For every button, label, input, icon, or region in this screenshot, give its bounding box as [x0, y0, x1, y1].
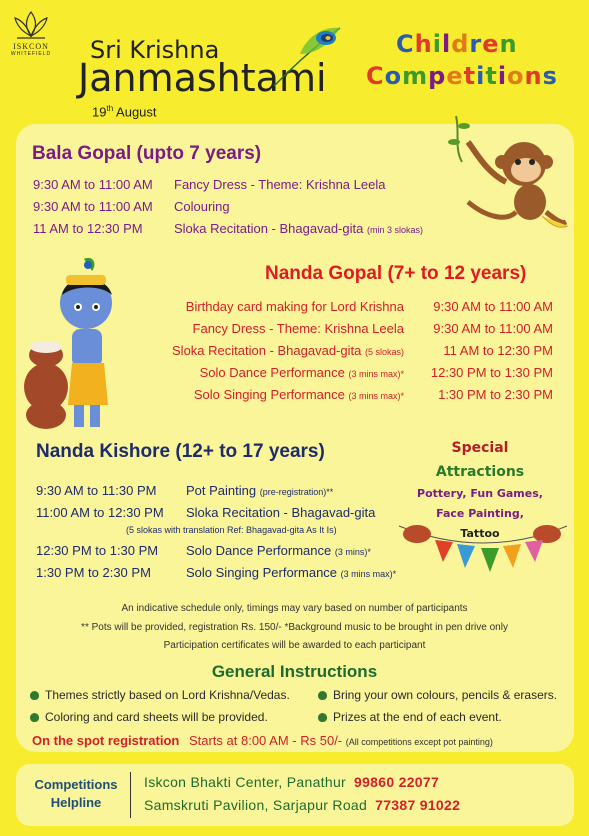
- children-competitions-heading: [366, 30, 586, 90]
- bala-event: Colouring: [174, 199, 230, 214]
- apple-bullet-icon: [318, 691, 327, 700]
- iskcon-logo: [8, 10, 54, 57]
- nanda-kishore-time: 11:00 AM to 12:30 PM: [36, 505, 164, 520]
- special-line3: Pottery, Fun Games,: [417, 487, 543, 500]
- nanda-gopal-time: 1:30 PM to 2:30 PM: [438, 387, 553, 402]
- bala-time: 11 AM to 12:30 PM: [33, 221, 143, 236]
- nanda-kishore-row: [36, 565, 397, 580]
- nanda-kishore-event: [186, 483, 333, 498]
- helpline-place: Samskruti Pavilion, Sarjapur Road: [144, 797, 368, 813]
- nanda-kishore-time: 12:30 PM to 1:30 PM: [36, 543, 159, 558]
- nanda-gopal-event: [186, 299, 404, 314]
- nanda-gopal-time: 9:30 AM to 11:00 AM: [433, 321, 553, 336]
- bala-event-text: Sloka Recitation - Bhagavad-gita: [174, 221, 364, 236]
- nanda-gopal-event-text: Sloka Recitation - Bhagavad-gita: [172, 343, 362, 358]
- nanda-kishore-event-note: (3 mins)*: [334, 547, 371, 557]
- instruction-text: Themes strictly based on Lord Krishna/Vedas.: [45, 688, 290, 702]
- lotus-icon: [11, 10, 51, 40]
- nanda-gopal-event: [200, 365, 404, 380]
- helpline-phone: 99860 22077: [354, 774, 440, 790]
- nanda-kishore-event-text: Pot Painting: [186, 483, 257, 498]
- nanda-gopal-event: [194, 387, 404, 402]
- bala-time: 9:30 AM to 11:00 AM: [33, 177, 153, 192]
- helpline-label-line2: Helpline: [50, 795, 102, 810]
- header: [0, 0, 589, 120]
- apple-bullet-icon: [30, 691, 39, 700]
- instruction-item: [30, 688, 290, 702]
- nanda-gopal-time: 9:30 AM to 11:00 AM: [433, 299, 553, 314]
- bala-gopal-title: Bala Gopal (upto 7 years): [32, 143, 262, 164]
- spot-registration: [32, 733, 493, 748]
- spot-detail: Starts at 8:00 AM - Rs 50/-: [188, 733, 343, 748]
- peacock-feather-icon: [270, 20, 350, 90]
- nanda-kishore-event: [186, 565, 396, 580]
- note-certificates: Participation certificates will be awarded to each participant: [163, 640, 426, 651]
- apple-bullet-icon: [318, 713, 327, 722]
- nanda-kishore-event-note: (pre-registration)**: [259, 487, 334, 497]
- special-line1: Special: [451, 440, 509, 456]
- bala-event: Fancy Dress - Theme: Krishna Leela: [174, 177, 386, 192]
- helpline-divider: [130, 772, 131, 818]
- nanda-kishore-event: [186, 543, 371, 558]
- logo-subtext: WHITEFIELD: [10, 51, 52, 57]
- heading-word-competitions: Competitions: [366, 62, 558, 90]
- special-line2: Attractions: [435, 464, 525, 480]
- title-line2: Janmashtami: [78, 56, 327, 100]
- bala-event-note: (min 3 slokas): [366, 225, 423, 235]
- date-month: August: [116, 104, 157, 120]
- nanda-kishore-event-text: Solo Singing Performance: [186, 565, 338, 580]
- nanda-gopal-event: [193, 321, 404, 336]
- date-suffix: th: [106, 104, 114, 113]
- spot-note: (All competitions except pot painting): [345, 737, 493, 747]
- bala-event: [174, 221, 423, 236]
- note-schedule: An indicative schedule only, timings may vary based on number of participants: [121, 603, 468, 614]
- instruction-text: Prizes at the end of each event.: [333, 710, 502, 724]
- instruction-text: Bring your own colours, pencils & erasers.: [333, 688, 558, 702]
- bala-time: 9:30 AM to 11:00 AM: [33, 199, 153, 214]
- nanda-gopal-time: 12:30 PM to 1:30 PM: [430, 365, 553, 380]
- krishna-illustration: [22, 255, 132, 435]
- nanda-kishore-event-note: (3 mins max)*: [340, 569, 397, 579]
- monkey-illustration: [446, 112, 576, 237]
- nanda-kishore-event: Sloka Recitation - Bhagavad-gita: [186, 505, 376, 520]
- logo-text: ISKCON: [13, 42, 49, 51]
- note-pots-music: ** Pots will be provided, registration Rs. 150/- *Background music to be brought in pen drive only: [81, 622, 508, 633]
- nanda-gopal-event-text: Birthday card making for Lord Krishna: [185, 299, 404, 314]
- instruction-text: Coloring and card sheets will be provided.: [45, 710, 268, 724]
- event-date: [92, 104, 157, 119]
- bunting-decoration: [395, 520, 570, 580]
- special-line4: Face Painting,: [436, 507, 524, 520]
- nanda-kishore-row: [36, 483, 334, 498]
- helpline-label-line1: Competitions: [34, 777, 118, 792]
- bala-row: [33, 177, 386, 192]
- nanda-kishore-time: 9:30 AM to 11:30 PM: [36, 483, 157, 498]
- nanda-gopal-event: [172, 343, 404, 358]
- nanda-gopal-time: 11 AM to 12:30 PM: [443, 343, 553, 358]
- nanda-gopal-event-text: Fancy Dress - Theme: Krishna Leela: [192, 321, 404, 336]
- nanda-gopal-event-text: Solo Dance Performance: [199, 365, 345, 380]
- nanda-kishore-time: 1:30 PM to 2:30 PM: [36, 565, 151, 580]
- nanda-gopal-event-note: (5 slokas): [364, 347, 404, 357]
- nanda-gopal-title: Nanda Gopal (7+ to 12 years): [265, 263, 527, 284]
- helpline-place: Iskcon Bhakti Center, Panathur: [144, 774, 346, 790]
- nanda-kishore-sloka-subnote: (5 slokas with translation Ref: Bhagavad-gita As It Is): [126, 525, 337, 535]
- title-line1: Sri Krishna: [90, 36, 220, 64]
- bala-row: [33, 199, 230, 214]
- nanda-gopal-event-text: Solo Singing Performance: [193, 387, 345, 402]
- helpline-label: [26, 776, 126, 812]
- bala-row: [33, 221, 423, 236]
- spot-label: On the spot registration: [32, 733, 180, 748]
- heading-word-children: Children: [396, 30, 518, 58]
- instruction-item: [318, 688, 557, 702]
- helpline-box: [16, 764, 574, 826]
- instruction-item: [318, 710, 502, 724]
- nanda-kishore-title: Nanda Kishore (12+ to 17 years): [36, 441, 325, 462]
- nanda-kishore-row: [36, 505, 376, 520]
- nanda-kishore-event-text: Solo Dance Performance: [186, 543, 332, 558]
- general-instructions-title: General Instructions: [211, 662, 378, 681]
- special-line5: Tattoo: [460, 527, 500, 540]
- nanda-gopal-event-note: (3 mins max)*: [348, 391, 404, 401]
- nanda-gopal-event-note: (3 mins max)*: [348, 369, 404, 379]
- date-day: 19: [92, 104, 107, 120]
- apple-bullet-icon: [30, 713, 39, 722]
- instruction-item: [30, 710, 268, 724]
- helpline-row: [144, 797, 460, 813]
- helpline-phone: 77387 91022: [375, 797, 461, 813]
- nanda-kishore-row: [36, 543, 371, 558]
- helpline-row: [144, 774, 439, 790]
